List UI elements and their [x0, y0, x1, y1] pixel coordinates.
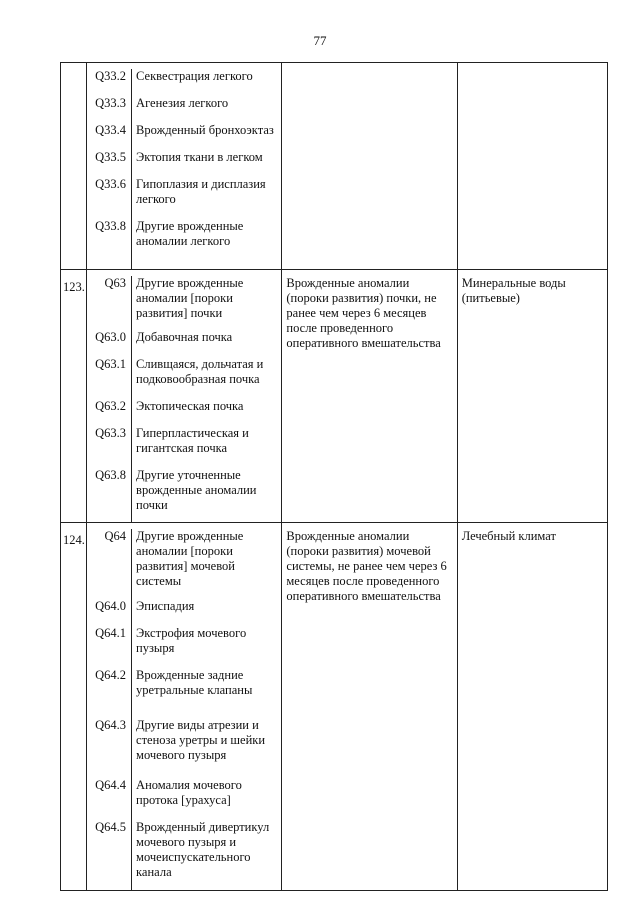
diagnosis-name: Добавочная почка	[136, 330, 233, 344]
icd-code: Q33.4	[87, 123, 132, 150]
code-entry	[87, 718, 281, 778]
table-row-124	[61, 523, 608, 891]
code-entry	[87, 123, 281, 150]
treatment-cell: Минеральные воды (питьевые)	[457, 270, 607, 523]
icd-code: Q64	[87, 529, 132, 599]
diagnosis-name: Гиперпластическая и гигантская почка	[136, 426, 249, 455]
code-entry	[87, 177, 281, 219]
code-entry	[87, 219, 281, 269]
icd-code: Q33.8	[87, 219, 132, 269]
code-entry	[87, 778, 281, 820]
diagnosis-name: Гипоплазия и дисплазия легкого	[136, 177, 266, 206]
treatment-cell: Лечебный климат	[457, 523, 607, 891]
table-row-continuation	[61, 63, 608, 270]
diagnosis-name: Агенезия легкого	[136, 96, 229, 110]
diagnosis-name: Эктопическая почка	[136, 399, 244, 413]
diagnosis-name: Другие уточненные врожденные аномалии почки	[136, 468, 257, 512]
code-entry	[87, 468, 281, 522]
code-entry	[87, 599, 281, 626]
icd-code: Q33.3	[87, 96, 132, 123]
diagnosis-name: Другие врожденные аномалии легкого	[136, 219, 244, 248]
icd-code: Q63.1	[87, 357, 132, 399]
diagnosis-name: Секвестрация легкого	[136, 69, 253, 83]
diagnosis-name: Врожденные задние уретральные клапаны	[136, 668, 253, 697]
icd-code: Q63.3	[87, 426, 132, 468]
diagnosis-name: Другие виды атрезии и стеноза уретры и шейки мочевого пузыря	[136, 718, 266, 762]
icd-code: Q64.4	[87, 778, 132, 820]
row-number-cell: 123.	[61, 270, 87, 523]
code-entry	[87, 626, 281, 668]
icd-code: Q64.0	[87, 599, 132, 626]
condition-cell: Врожденные аномалии (пороки развития) мочевой системы, не ранее чем через 6 месяцев после проведенного оперативного вмешательства	[282, 523, 457, 891]
code-entry	[87, 270, 281, 330]
icd-code: Q63.2	[87, 399, 132, 426]
indications-table	[60, 62, 608, 891]
icd-code: Q64.3	[87, 718, 132, 778]
codes-cell	[87, 523, 282, 891]
diagnosis-name: Другие врожденные аномалии [пороки развития] мочевой системы	[136, 529, 244, 588]
icd-code: Q33.2	[87, 69, 132, 96]
diagnosis-name: Врожденный дивертикул мочевого пузыря и мочеиспускательного канала	[136, 820, 270, 879]
code-entry	[87, 357, 281, 399]
code-entry	[87, 150, 281, 177]
code-entry	[87, 96, 281, 123]
row-number-cell: 124.	[61, 523, 87, 891]
row-number-cell	[61, 63, 87, 270]
diagnosis-name: Врожденный бронхоэктаз	[136, 123, 274, 137]
table-row-123	[61, 270, 608, 523]
diagnosis-name: Эписпадия	[136, 599, 195, 613]
icd-code: Q63	[87, 276, 132, 330]
diagnosis-name: Другие врожденные аномалии [пороки развития] почки	[136, 276, 244, 320]
icd-code: Q64.5	[87, 820, 132, 890]
codes-cell	[87, 270, 282, 523]
icd-code: Q63.0	[87, 330, 132, 357]
treatment-cell	[457, 63, 607, 270]
diagnosis-name: Эктопия ткани в легком	[136, 150, 263, 164]
code-entry	[87, 523, 281, 599]
diagnosis-name: Аномалия мочевого протока [урахуса]	[136, 778, 242, 807]
code-entry	[87, 426, 281, 468]
code-entry	[87, 399, 281, 426]
diagnosis-name: Экстрофия мочевого пузыря	[136, 626, 247, 655]
icd-code: Q63.8	[87, 468, 132, 522]
page-number: 77	[313, 33, 327, 48]
condition-cell	[282, 63, 457, 270]
icd-code: Q33.5	[87, 150, 132, 177]
code-entry	[87, 330, 281, 357]
condition-cell: Врожденные аномалии (пороки развития) почки, не ранее чем через 6 месяцев после проведенного оперативного вмешательства	[282, 270, 457, 523]
code-entry	[87, 63, 281, 96]
icd-code: Q64.2	[87, 668, 132, 718]
icd-code: Q33.6	[87, 177, 132, 219]
diagnosis-name: Сливщаяся, дольчатая и подковообразная почка	[136, 357, 264, 386]
code-entry	[87, 820, 281, 890]
codes-cell	[87, 63, 282, 270]
code-entry	[87, 668, 281, 718]
icd-code: Q64.1	[87, 626, 132, 668]
